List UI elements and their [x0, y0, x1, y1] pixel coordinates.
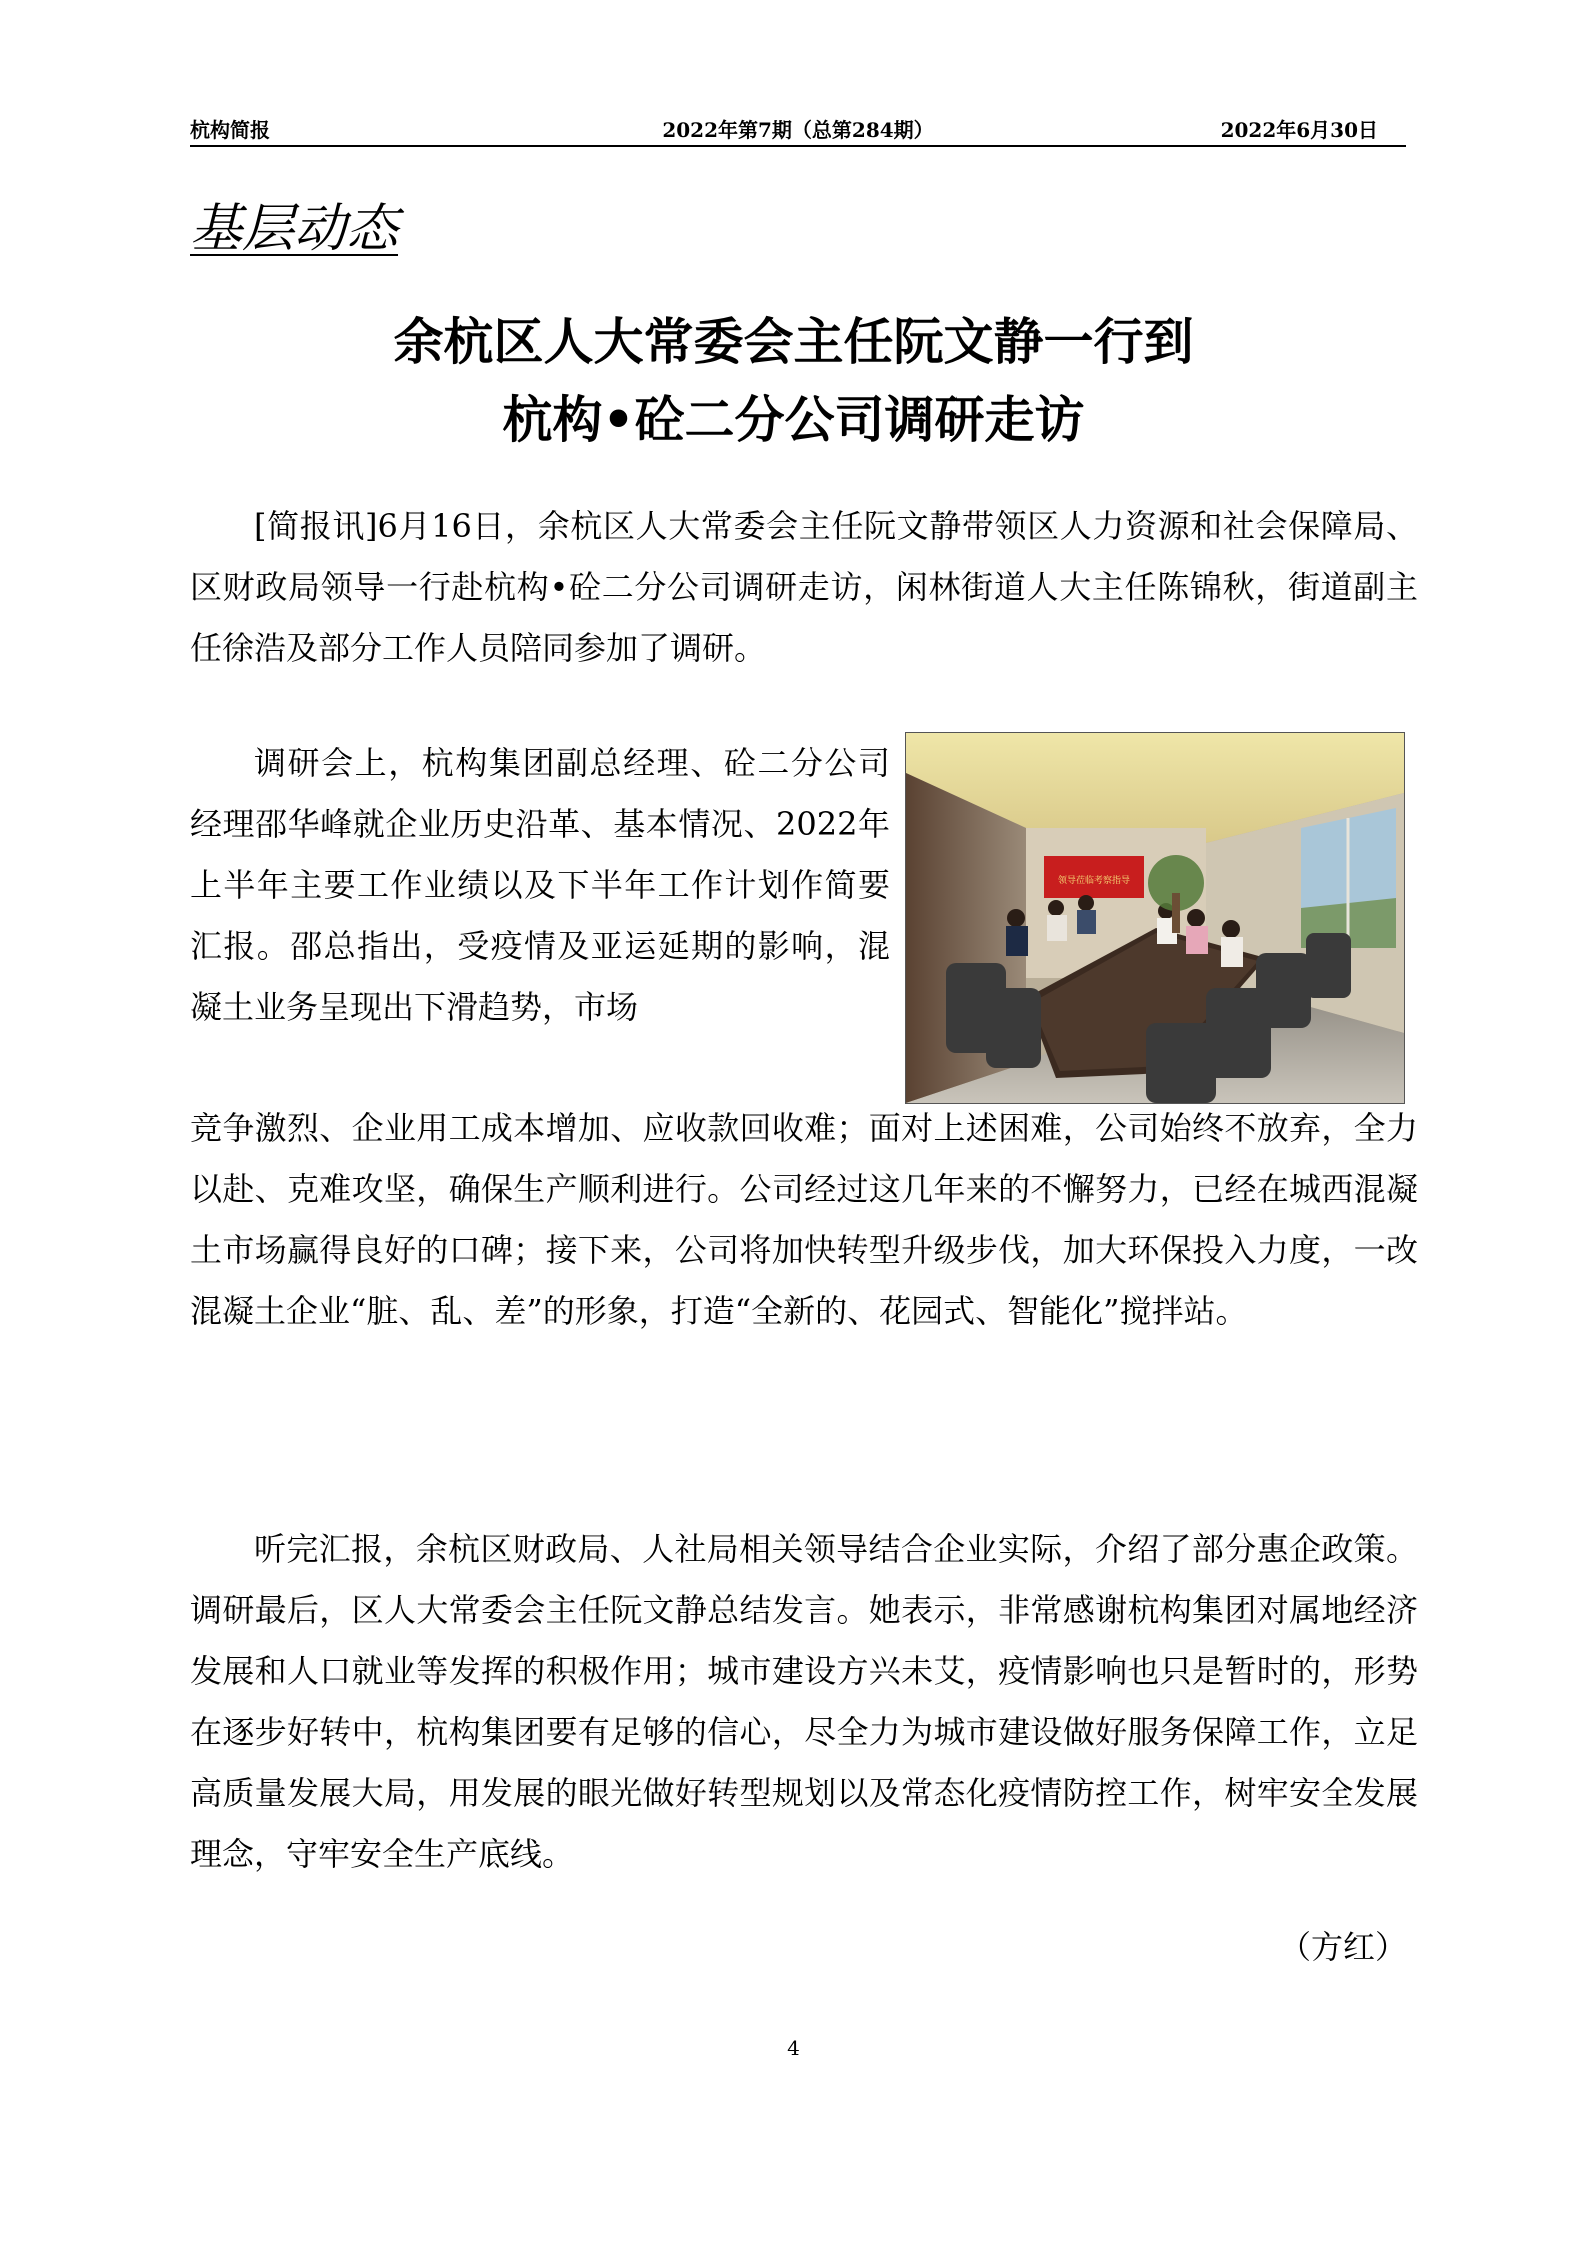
article-title-line-1: 余杭区人大常委会主任阮文静一行到: [393, 313, 1194, 371]
header-issue: 2022年第7期（总第284期）: [662, 118, 934, 142]
article-paragraph-2-continued: 竞争激烈、企业用工成本增加、应收款回收难；面对上述困难，公司始终不放弃，全力以赴、克难攻坚，确保生产顺利进行。公司经过这几年来的不懈努力，已经在城西混凝土市场赢得良好的口碑；接下来，公司将加快转型升级步伐，加大环保投入力度，一改混凝土企业“脏、乱、差”的形象，打造“全新的、花园式、智能化”搅拌站。: [190, 1109, 1418, 1330]
header-publication: 杭构简报: [190, 118, 270, 142]
article-paragraph-2-wrapped: 调研会上，杭构集团副总经理、砼二分公司经理邵华峰就企业历史沿革、基本情况、2022年上半年主要工作业绩以及下半年工作计划作简要汇报。邵总指出，受疫情及亚运延期的影响，混凝土业务呈现出下滑趋势，市场: [190, 744, 890, 1026]
article-author: （方红）: [1278, 1928, 1407, 1966]
photo-banner-text: 领导莅临考察指导: [1057, 876, 1131, 886]
header-date: 2022年6月30日: [1220, 118, 1378, 142]
article-title-line-2: 杭构•砼二分公司调研走访: [502, 391, 1085, 449]
header-divider: [190, 145, 1406, 147]
section-title: 基层动态: [190, 199, 399, 259]
page-header: [190, 112, 1406, 146]
article-paragraph-3: 听完汇报，余杭区财政局、人社局相关领导结合企业实际，介绍了部分惠企政策。调研最后，区人大常委会主任阮文静总结发言。她表示，非常感谢杭构集团对属地经济发展和人口就业等发挥的积极作用；城市建设方兴未艾，疫情影响也只是暂时的，形势在逐步好转中，杭构集团要有足够的信心，尽全力为城市建设做好服务保障工作，立足高质量发展大局，用发展的眼光做好转型规划以及常态化疫情防控工作，树牢安全发展理念，守牢安全生产底线。: [190, 1530, 1418, 1873]
article-paragraph-1: [简报讯]6月16日，余杭区人大常委会主任阮文静带领区人力资源和社会保障局、区财政局领导一行赴杭构•砼二分公司调研走访，闲林街道人大主任陈锦秋，街道副主任徐浩及部分工作人员陪同参加了调研。: [190, 507, 1418, 667]
page-number: 4: [787, 2036, 800, 2060]
meeting-photo: [905, 732, 1405, 1104]
